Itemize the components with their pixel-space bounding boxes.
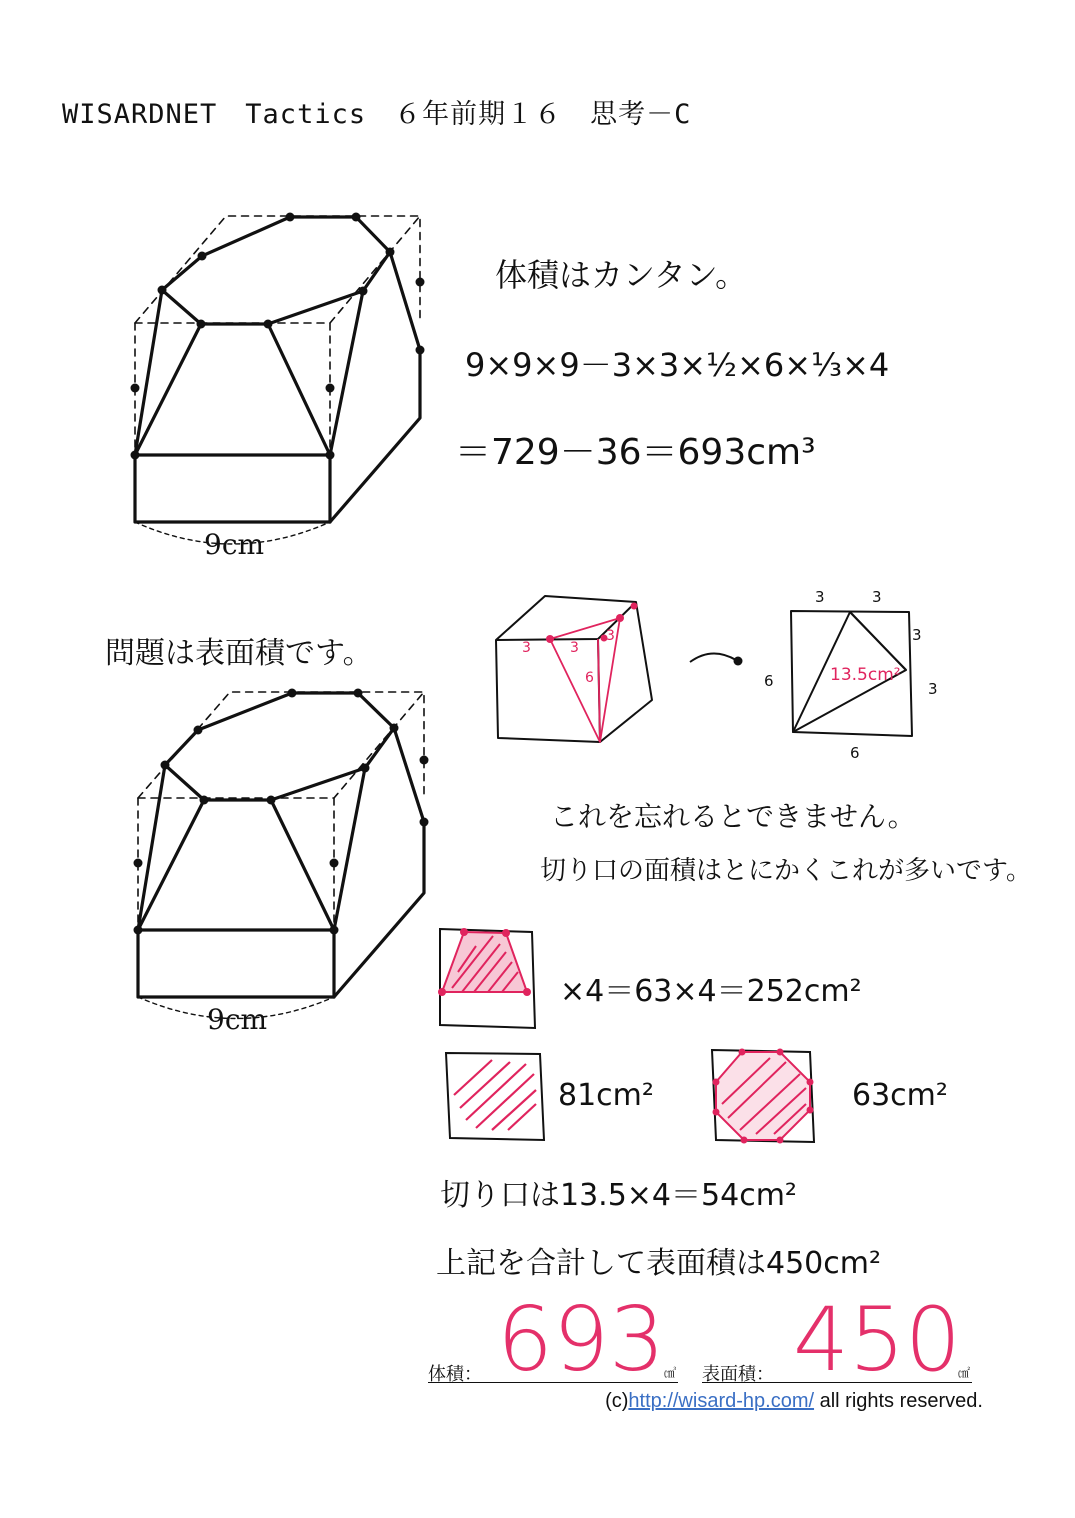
copyright-suffix: all rights reserved. bbox=[814, 1390, 983, 1412]
copyright-prefix: (c) bbox=[605, 1390, 629, 1412]
volume-heading: 体積はカンタン。 bbox=[495, 256, 748, 294]
volume-answer-value: 693 bbox=[497, 1288, 665, 1391]
warning-note: これを忘れるとできません。 bbox=[550, 800, 916, 833]
cube-sketch bbox=[496, 596, 743, 742]
square-label-left: 6 bbox=[764, 672, 774, 690]
cube-edge-label-1: 3 bbox=[522, 640, 531, 656]
top-figure-dimension: 9cm bbox=[204, 528, 265, 561]
bottom-face-calc: 81cm² bbox=[558, 1078, 654, 1113]
page-title: WISARDNET Tactics ６年前期１６ 思考－C bbox=[62, 99, 692, 130]
cut-calc: 切り口は13.5×4＝54cm² bbox=[440, 1178, 797, 1213]
surface-answer-label: 表面積： bbox=[702, 1364, 774, 1384]
cube-edge-label-2: 3 bbox=[570, 640, 579, 656]
tip-note: 切り口の面積はとにかくこれが多いです。 bbox=[540, 856, 1032, 886]
face-icon-side bbox=[438, 928, 535, 1028]
volume-answer-unit: ㎤ bbox=[664, 1366, 677, 1380]
square-label-right-top: 3 bbox=[912, 626, 922, 644]
square-label-top-left: 3 bbox=[815, 588, 825, 606]
copyright-footer bbox=[605, 1390, 983, 1413]
square-label-top-right: 3 bbox=[872, 588, 882, 606]
square-label-right-bottom: 3 bbox=[928, 680, 938, 698]
surface-heading: 問題は表面積です。 bbox=[105, 636, 373, 671]
volume-formula: 9×9×9－3×3×½×6×⅓×4 bbox=[465, 346, 890, 384]
face-icon-bottom bbox=[446, 1053, 544, 1140]
solid-figure-bottom bbox=[134, 689, 429, 1019]
side-face-calc: ×4＝63×4＝252cm² bbox=[560, 974, 862, 1009]
site-link[interactable]: http://wisard-hp.com/ bbox=[628, 1390, 815, 1412]
volume-answer-label: 体積： bbox=[428, 1364, 482, 1384]
cube-edge-label-4: 3 bbox=[606, 628, 615, 644]
surface-answer-value: 450 bbox=[793, 1288, 961, 1391]
cube-edge-label-3: 6 bbox=[585, 670, 594, 686]
bottom-figure-dimension: 9cm bbox=[207, 1003, 268, 1036]
square-label-bottom: 6 bbox=[850, 744, 860, 762]
total-note: 上記を合計して表面積は450cm² bbox=[436, 1246, 882, 1281]
solid-figure-top bbox=[131, 213, 425, 545]
face-icon-top bbox=[712, 1049, 814, 1144]
surface-answer-unit: ㎠ bbox=[958, 1366, 971, 1380]
volume-result: ＝729－36＝693cm³ bbox=[455, 432, 816, 473]
cut-area-label: 13.5cm² bbox=[830, 665, 901, 685]
top-face-calc: 63cm² bbox=[852, 1078, 948, 1113]
